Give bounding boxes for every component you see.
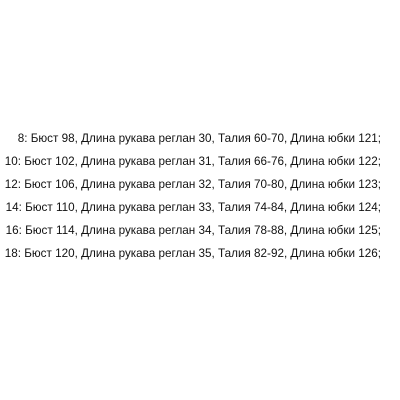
size-row-10: 10: Бюст 102, Длина рукава реглан 31, Талия 66-76, Длина юбки 122; [4, 155, 381, 168]
size-row-18: 18: Бюст 120, Длина рукава реглан 35, Талия 82-92, Длина юбки 126; [4, 247, 381, 260]
size-row-16: 16: Бюст 114, Длина рукава реглан 34, Талия 78-88, Длина юбки 125; [5, 224, 381, 237]
size-row-12: 12: Бюст 106, Длина рукава реглан 32, Талия 70-80, Длина юбки 123; [4, 178, 381, 191]
size-row-8: 8: Бюст 98, Длина рукава реглан 30, Талия 60-70, Длина юбки 121; [17, 132, 381, 145]
size-row-14: 14: Бюст 110, Длина рукава реглан 33, Талия 74-84, Длина юбки 124; [5, 201, 381, 214]
